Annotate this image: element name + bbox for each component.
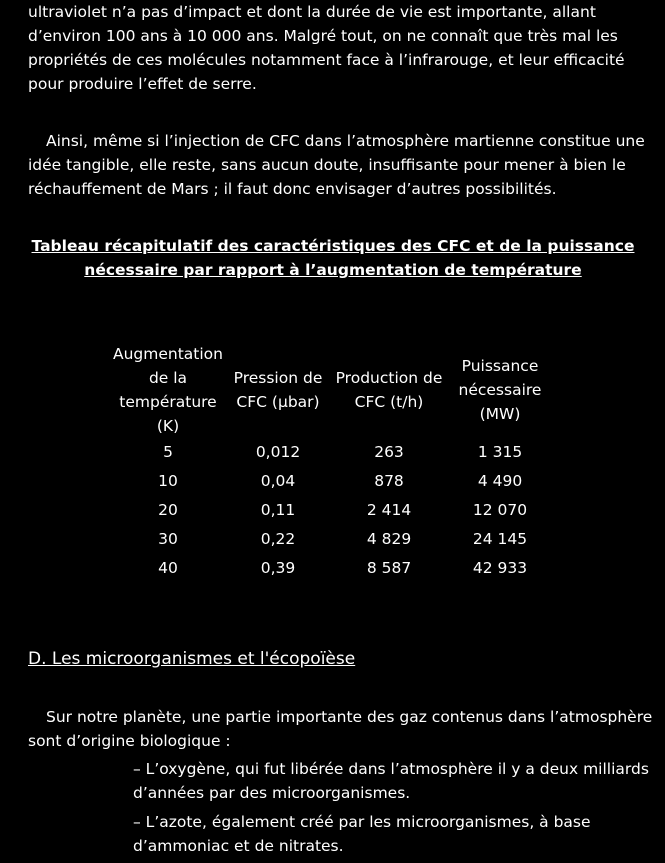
table-cell: 30: [158, 530, 178, 548]
table-cell: 24 145: [472, 530, 528, 548]
table-cell: 20: [158, 501, 178, 519]
table-cell: 0,04: [260, 472, 296, 490]
table-cell: 8 587: [366, 559, 412, 577]
table-cell: 4 490: [477, 472, 523, 490]
list-item: – L’azote, également créé par les microorganismes, à base d’ammoniac et de nitrates.: [133, 813, 591, 855]
header-power: Puissance nécessaire (MW): [458, 357, 542, 423]
header-pressure: Pression de CFC (µbar): [233, 369, 323, 411]
table-header-row: [113, 342, 555, 438]
table-cell: 878: [374, 472, 404, 490]
table-cell: 42 933: [472, 559, 528, 577]
table-cell: 12 070: [472, 501, 528, 519]
table-cell: 0,11: [260, 501, 296, 519]
table-cell: 10: [158, 472, 178, 490]
gas-list: [133, 757, 658, 863]
table-cell: 0,22: [260, 530, 296, 548]
list-item: – L’oxygène, qui fut libérée dans l’atmosphère il y a deux milliards d’années par des microorganismes.: [133, 760, 649, 802]
section-heading: D. Les microorganismes et l'écopoïèse: [28, 649, 356, 669]
table-cell: 4 829: [366, 530, 412, 548]
table-caption: Tableau récapitulatif des caractéristiques des CFC et de la puissance nécessaire par rapport à l’augmentation de température: [31, 237, 635, 279]
table-cell: 2 414: [366, 501, 412, 519]
table-row: [113, 525, 555, 554]
table-cell: 263: [374, 443, 404, 461]
header-production: Production de CFC (t/h): [335, 369, 443, 411]
micro-paragraph: Sur notre planète, une partie importante des gaz contenus dans l’atmosphère sont d’origine biologique :: [28, 708, 653, 750]
table-cell: 1 315: [477, 443, 523, 461]
header-temperature: Augmentation de la température (K): [113, 345, 223, 435]
table-row: [113, 438, 555, 467]
table-row: [113, 496, 555, 525]
cfc-table: [113, 342, 555, 583]
table-row: [113, 467, 555, 496]
table-cell: 40: [158, 559, 178, 577]
table-cell: 0,012: [255, 443, 301, 461]
cfc-paragraph: Ainsi, même si l’injection de CFC dans l’atmosphère martienne constitue une idée tangible, elle reste, sans aucun doute, insuffisante pour mener à bien le réchauffement de Mars ; il faut donc envisager d’autres possibilités.: [28, 132, 645, 198]
table-cell: 5: [163, 443, 173, 461]
table-cell: 0,39: [260, 559, 296, 577]
intro-paragraph: ultraviolet n’a pas d’impact et dont la durée de vie est importante, allant d’environ 100 ans à 10 000 ans. Malgré tout, on ne connaît que très mal les propriétés de ces molécules notamment face à l’infrarouge, et leur efficacité pour produire l’effet de serre.: [28, 3, 625, 93]
table-row: [113, 554, 555, 583]
